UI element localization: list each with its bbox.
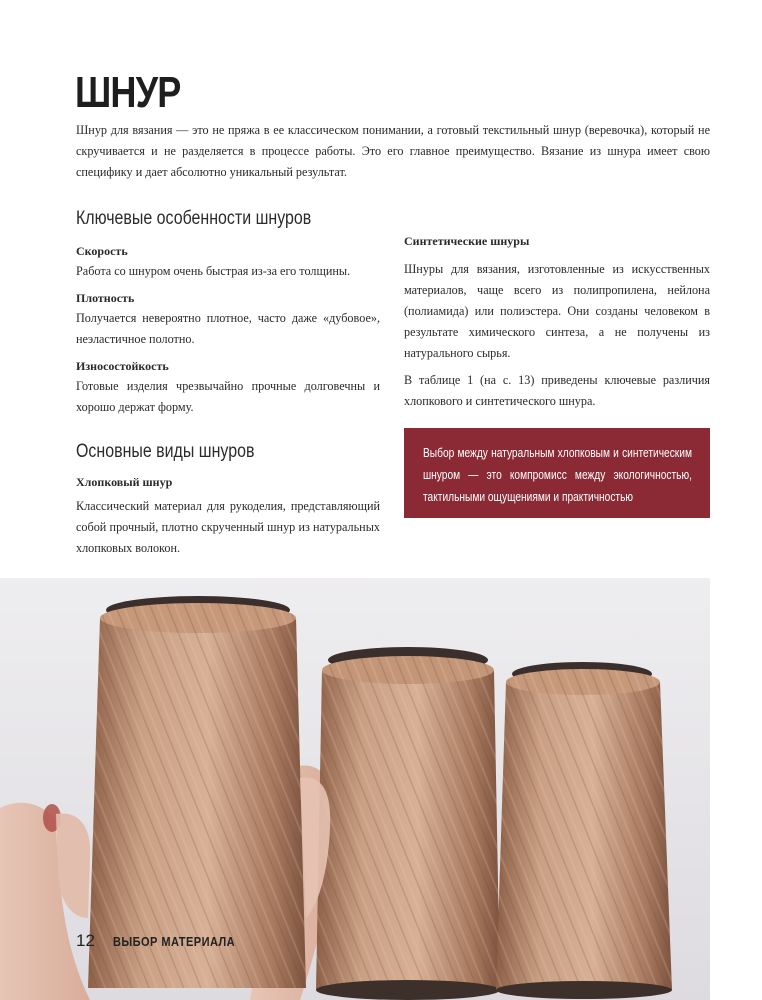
feature-text: Готовые изделия чрезвычайно прочные долговечны и хорошо держат форму.	[76, 379, 380, 414]
types-heading: Основные виды шнуров	[76, 441, 255, 462]
synthetic-cord-text: Шнуры для вязания, изготовленные из искусственных материалов, чаще всего из полипропилена, нейлона (полиамида) или полиэстера. Они созданы человеком в результате химического синтеза, а не получены из натурального сырья.	[404, 262, 710, 360]
footer-section-label: ВЫБОР МАТЕРИАЛА	[112, 933, 235, 949]
synthetic-cord-title: Синтетические шнуры	[404, 234, 530, 248]
intro-paragraph: Шнур для вязания — это не пряжа в ее классическом понимании, а готовый текстильный шнур (веревочка), который не скручивается и не разделяется в процессе работы. Это его главное преимущество. Вязание из шнура имеет свою специфику и дает абсолютно уникальный результат.	[76, 123, 710, 179]
callout-box	[404, 428, 710, 518]
callout-text: Выбор между натуральным хлопковым и синтетическим шнуром — это компромисс между экологичностью, тактильными ощущениями и практичностью	[423, 446, 692, 504]
feature-text: Работа со шнуром очень быстрая из-за его толщины.	[76, 264, 351, 278]
feature-title: Износостойкость	[76, 359, 169, 373]
features-section	[76, 208, 380, 418]
feature-text: Получается невероятно плотное, часто даже «дубовое», неэластичное полотно.	[76, 311, 380, 346]
synthetic-section	[404, 234, 710, 412]
feature-title: Скорость	[76, 244, 128, 258]
table-reference-text: В таблице 1 (на с. 13) приведены ключевые различия хлопкового и синтетического шнура.	[404, 373, 710, 408]
spool-small	[496, 662, 672, 999]
features-heading: Ключевые особенности шнуров	[76, 208, 312, 229]
page-number: 12	[76, 931, 95, 950]
cotton-cord-title: Хлопковый шнур	[76, 475, 173, 489]
feature-title: Плотность	[76, 291, 135, 305]
types-section	[76, 441, 380, 559]
page-title: ШНУР	[75, 68, 181, 117]
spool-medium	[316, 647, 500, 1000]
page-footer	[76, 930, 257, 952]
cotton-cord-text: Классический материал для рукоделия, представляющий собой прочный, плотно скрученный шнур из натуральных хлопковых волокон.	[76, 499, 380, 555]
